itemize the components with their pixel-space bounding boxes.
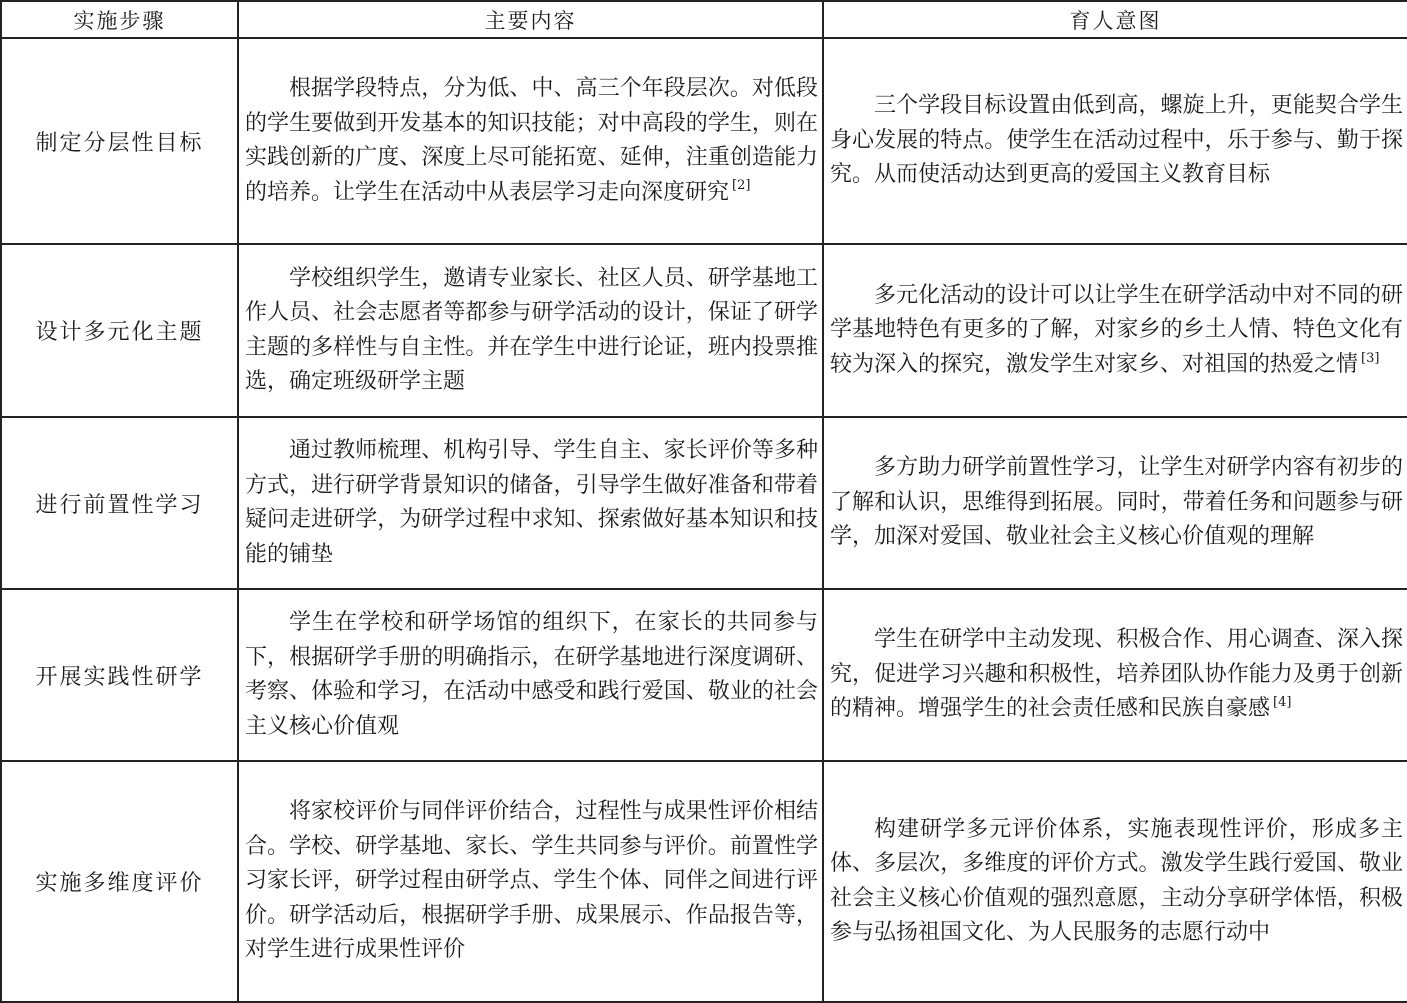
header-intent: 育人意图 — [823, 1, 1407, 38]
header-row — [1, 1, 1407, 38]
table-row — [1, 38, 1407, 244]
citation-ref: [3] — [1361, 350, 1380, 366]
intent-cell — [823, 244, 1407, 417]
content-text: 学校组织学生，邀请专业家长、社区人员、研学基地工作人员、社会志愿者等都参与研学活动的设计，保证了研学主题的多样性与自主性。并在学生中进行论证，班内投票推选，确定班级研学主题 — [245, 265, 818, 394]
intent-cell — [823, 761, 1407, 1002]
step-cell: 进行前置性学习 — [1, 417, 238, 589]
table-row — [1, 761, 1407, 1002]
content-text: 学生在学校和研学场馆的组织下，在家长的共同参与下，根据研学手册的明确指示，在研学基地进行深度调研、考察、体验和学习，在活动中感受和践行爱国、敬业的社会主义核心价值观 — [245, 610, 818, 739]
content-cell — [238, 38, 823, 244]
step-cell: 实施多维度评价 — [1, 761, 238, 1002]
content-cell — [238, 244, 823, 417]
intent-text: 三个学段目标设置由低到高，螺旋上升，更能契合学生身心发展的特点。使学生在活动过程中，乐于参与、勤于探究。从而使活动达到更高的爱国主义教育目标 — [830, 93, 1403, 188]
intent-text: 多元化活动的设计可以让学生在研学活动中对不同的研学基地特色有更多的了解，对家乡的乡土人情、特色文化有较为深入的探究，激发学生对家乡、对祖国的热爱之情 — [830, 282, 1403, 377]
table-row — [1, 417, 1407, 589]
intent-text: 学生在研学中主动发现、积极合作、用心调查、深入探究，促进学习兴趣和积极性，培养团队协作能力及勇于创新的精神。增强学生的社会责任感和民族自豪感 — [830, 627, 1403, 722]
content-text: 通过教师梳理、机构引导、学生自主、家长评价等多种方式，进行研学背景知识的储备，引导学生做好准备和带着疑问走进研学，为研学过程中求知、探索做好基本知识和技能的铺垫 — [245, 438, 818, 567]
intent-cell — [823, 417, 1407, 589]
citation-ref: [4] — [1273, 695, 1292, 711]
intent-text: 多方助力研学前置性学习，让学生对研学内容有初步的了解和认识，思维得到拓展。同时，带着任务和问题参与研学，加深对爱国、敬业社会主义核心价值观的理解 — [830, 455, 1403, 550]
content-text: 根据学段特点，分为低、中、高三个年段层次。对低段的学生要做到开发基本的知识技能；对中高段的学生，则在实践创新的广度、深度上尽可能拓宽、延伸，注重创造能力的培养。让学生在活动中从表层学习走向深度研究 — [245, 76, 818, 205]
intent-text: 构建研学多元评价体系，实施表现性评价，形成多主体、多层次，多维度的评价方式。激发学生践行爱国、敬业社会主义核心价值观的强烈意愿，主动分享研学体悟，积极参与弘扬祖国文化、为人民服务的志愿行动中 — [830, 816, 1403, 945]
content-cell — [238, 761, 823, 1002]
intent-cell — [823, 38, 1407, 244]
header-step: 实施步骤 — [1, 1, 238, 38]
step-cell: 开展实践性研学 — [1, 589, 238, 761]
content-cell — [238, 417, 823, 589]
step-cell: 设计多元化主题 — [1, 244, 238, 417]
step-cell: 制定分层性目标 — [1, 38, 238, 244]
table-row — [1, 244, 1407, 417]
table-row — [1, 589, 1407, 761]
header-content: 主要内容 — [238, 1, 823, 38]
content-text: 将家校评价与同伴评价结合，过程性与成果性评价相结合。学校、研学基地、家长、学生共同参与评价。前置性学习家长评，研学过程由研学点、学生个体、同伴之间进行评价。研学活动后，根据研学手册、成果展示、作品报告等，对学生进行成果性评价 — [245, 799, 818, 963]
content-cell — [238, 589, 823, 761]
citation-ref: [2] — [732, 178, 751, 194]
intent-cell — [823, 589, 1407, 761]
